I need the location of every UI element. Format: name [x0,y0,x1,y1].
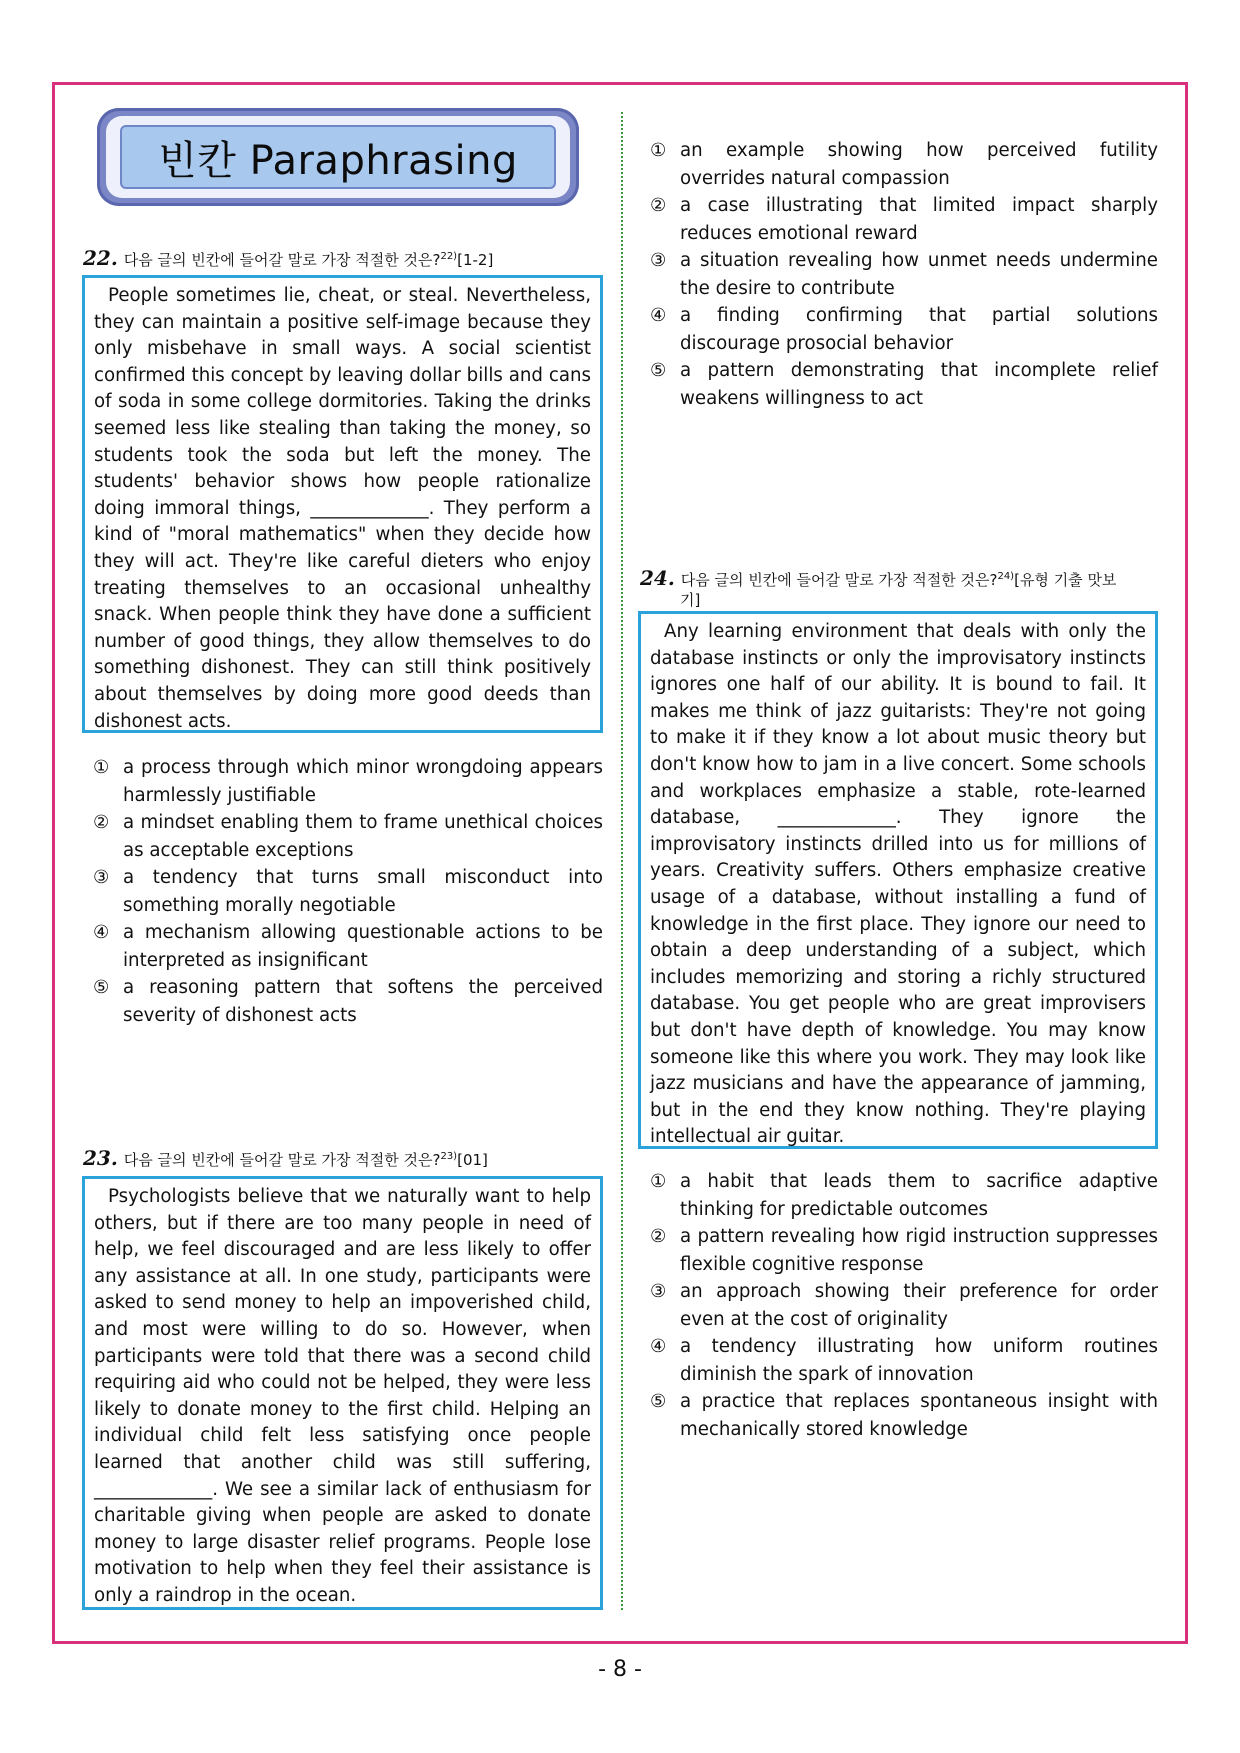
choice-marker: ⑤ [650,1391,667,1412]
choice-5[interactable] [93,974,603,1029]
choice-text: an example showing how perceived futility overrides natural compassion [680,140,1158,189]
choice-4[interactable] [650,302,1158,357]
question-prompt: 다음 글의 빈칸에 들어갈 말로 가장 적절한 것은? [680,571,998,589]
choice-text: a tendency that turns small misconduct into something morally negotiable [123,867,603,916]
choice-marker: ② [650,1226,667,1247]
question-24-choices [650,1168,1158,1443]
choice-marker: ③ [650,1281,667,1302]
question-tag: [유형 기출 맛보 [1014,571,1117,589]
question-number: 24. [640,566,675,590]
question-tag: [01] [457,1151,488,1169]
choice-3[interactable] [650,1278,1158,1333]
choice-marker: ④ [93,922,110,943]
question-tag: [1-2] [457,251,494,269]
choice-text: a reasoning pattern that softens the perceived severity of dishonest acts [123,977,603,1026]
choice-4[interactable] [650,1333,1158,1388]
choice-1[interactable] [650,137,1158,192]
choice-5[interactable] [650,357,1158,412]
question-tag-cont: 기] [680,591,701,609]
question-23-header [83,1146,488,1170]
footnote-ref: 24) [997,571,1015,582]
question-22-choices [93,754,603,1029]
footnote-ref: 22) [440,251,458,262]
choice-text: a pattern demonstrating that incomplete relief weakens willingness to act [680,360,1158,409]
choice-1[interactable] [93,754,603,809]
choice-marker: ③ [650,250,667,271]
choice-marker: ① [650,1171,667,1192]
choice-2[interactable] [93,809,603,864]
choice-text: an approach showing their preference for order even at the cost of originality [680,1281,1158,1330]
choice-text: a finding confirming that partial solutions discourage prosocial behavior [680,305,1158,354]
passage-text: Psychologists believe that we naturally want to help others, but if there are too many people in need of help, we feel discouraged and are less likely to offer any assistance at all. In one study, participants were asked to send money to help an impoverished child, and most were willing to do so. However, when participants were told that there was a second child requiring aid who could not be helped, they were less likely to donate money to the first child. Helping an individual child felt less satisfying once people learned that another child was still suffering, _____________. We see a similar lack of enthusiasm for charitable giving when people are asked to donate money to large disaster relief programs. People lose motivation to help when they feel their assistance is only a raindrop in the ocean. [94,1186,591,1606]
choice-marker: ② [93,812,110,833]
page-number: - 8 - [598,1657,642,1682]
question-prompt: 다음 글의 빈칸에 들어갈 말로 가장 적절한 것은? [123,1151,441,1169]
choice-text: a case illustrating that limited impact sharply reduces emotional reward [680,195,1158,244]
question-24-header [640,567,1116,610]
choice-marker: ② [650,195,667,216]
choice-text: a process through which minor wrongdoing appears harmlessly justifiable [123,757,603,806]
choice-marker: ⑤ [650,360,667,381]
question-22-passage [82,275,603,733]
choice-marker: ① [650,140,667,161]
question-23-choices [650,137,1158,412]
choice-3[interactable] [650,247,1158,302]
choice-marker: ⑤ [93,977,110,998]
choice-2[interactable] [650,1223,1158,1278]
footnote-ref: 23) [440,1151,458,1162]
choice-2[interactable] [650,192,1158,247]
choice-text: a mindset enabling them to frame unethical choices as acceptable exceptions [123,812,603,861]
choice-1[interactable] [650,1168,1158,1223]
section-title-badge [97,108,579,206]
passage-text: People sometimes lie, cheat, or steal. Nevertheless, they can maintain a positive self-image because they only misbehave in small ways. A social scientist confirmed this concept by leaving dollar bills and cans of soda in some college dormitories. Taking the drinks seemed less like stealing than taking the money, so students took the soda but left the money. The students' behavior shows how people rationalize doing immoral things, _____________. They perform a kind of "moral mathematics" when they decide how they will act. They're like careful dieters who enjoy treating themselves to an occasional unhealthy snack. When people think they have done a sufficient number of good things, they allow themselves to do something dishonest. They can still think positively about themselves by doing more good deeds than dishonest acts. [94,285,591,732]
choice-5[interactable] [650,1388,1158,1443]
question-23-passage [82,1176,603,1610]
choice-text: a habit that leads them to sacrifice adaptive thinking for predictable outcomes [680,1171,1158,1220]
choice-text: a tendency illustrating how uniform routines diminish the spark of innovation [680,1336,1158,1385]
question-22-header [83,246,493,270]
question-prompt: 다음 글의 빈칸에 들어갈 말로 가장 적절한 것은? [123,251,441,269]
question-24-passage [638,611,1158,1149]
choice-marker: ④ [650,1336,667,1357]
question-number: 23. [83,1146,118,1170]
choice-marker: ① [93,757,110,778]
choice-marker: ④ [650,305,667,326]
passage-text: Any learning environment that deals with only the database instincts or only the improvisatory instincts ignores one half of our ability. It is bound to fail. It makes me think of jazz guitarists: They're not going to make it if they know a lot about music theory but don't know how to jam in a live concert. Some schools and workplaces emphasize a stable, rote-learned database, _____________. They ignore the improvisatory instincts drilled into us for millions of years. Creativity suffers. Others emphasize creative usage of a database, without installing a fund of knowledge in the first place. They ignore our need to obtain a deep understanding of a subject, which includes memorizing and storing a richly structured database. You get people who are great improvisers but don't have depth of knowledge. You may know someone like this where you work. They may look like jazz musicians and have the appearance of jamming, but in the end they know nothing. They're playing intellectual air guitar. [650,621,1146,1148]
choice-3[interactable] [93,864,603,919]
choice-text: a situation revealing how unmet needs undermine the desire to contribute [680,250,1158,299]
choice-4[interactable] [93,919,603,974]
choice-marker: ③ [93,867,110,888]
choice-text: a pattern revealing how rigid instruction suppresses flexible cognitive response [680,1226,1158,1275]
choice-text: a mechanism allowing questionable actions to be interpreted as insignificant [123,922,603,971]
choice-text: a practice that replaces spontaneous insight with mechanically stored knowledge [680,1391,1158,1440]
section-title: 빈칸 Paraphrasing [120,125,556,189]
column-divider [621,112,623,1610]
question-number: 22. [83,246,118,270]
